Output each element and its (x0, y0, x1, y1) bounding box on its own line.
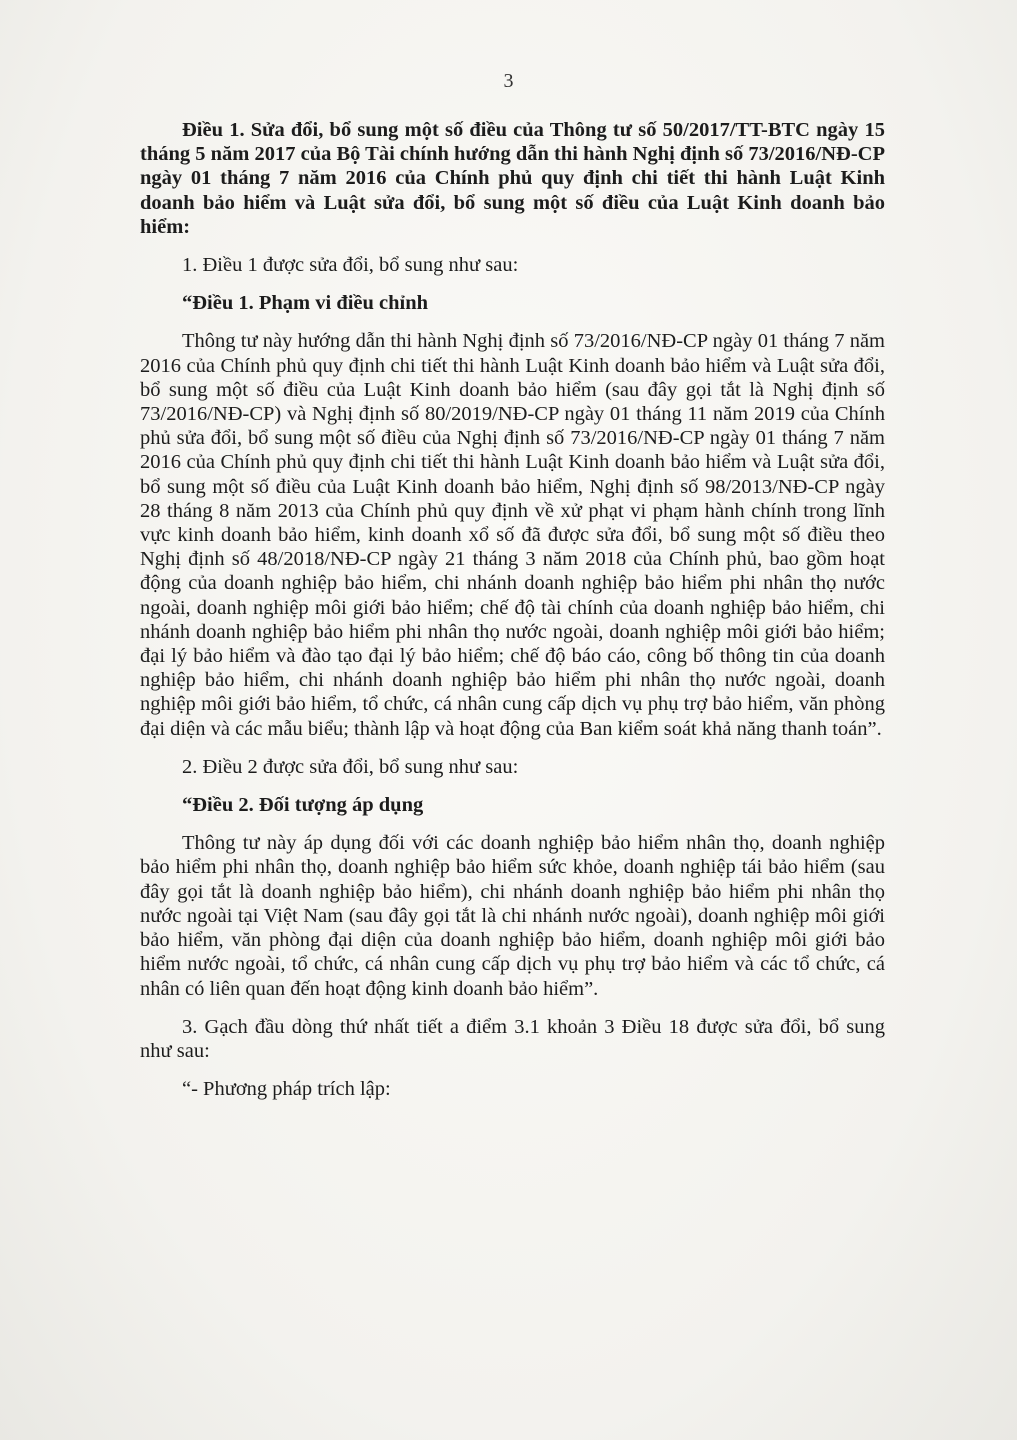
item-2-article-body: Thông tư này áp dụng đối với các doanh nghiệp bảo hiểm nhân thọ, doanh nghiệp bảo hiểm phi nhân thọ, doanh nghiệp bảo hiểm sức khỏe, doanh nghiệp tái bảo hiểm (sau đây gọi tắt là doanh nghiệp bảo hiểm), chi nhánh doanh nghiệp bảo hiểm phi nhân thọ nước ngoài tại Việt Nam (sau đây gọi tắt là chi nhánh nước ngoài), doanh nghiệp môi giới bảo hiểm, văn phòng đại diện của doanh nghiệp bảo hiểm, doanh nghiệp môi giới bảo hiểm nước ngoài, tổ chức, cá nhân cung cấp dịch vụ phụ trợ bảo hiểm và các tổ chức, cá nhân có liên quan đến hoạt động kinh doanh bảo hiểm”. (140, 832, 885, 1000)
item-1-article-heading: “Điều 1. Phạm vi điều chỉnh (182, 292, 429, 315)
item-1-intro: 1. Điều 1 được sửa đổi, bổ sung như sau: (182, 254, 519, 277)
item-1-article-body: Thông tư này hướng dẫn thi hành Nghị định số 73/2016/NĐ-CP ngày 01 tháng 7 năm 2016 của Chính phủ quy định chi tiết thi hành Luật Kinh doanh bảo hiểm và Luật sửa đổi, bổ sung một số điều của Luật Kinh doanh bảo hiểm (sau đây gọi tắt là Nghị định số 73/2016/NĐ-CP) và Nghị định số 80/2019/NĐ-CP ngày 01 tháng 11 năm 2019 của Chính phủ sửa đổi, bổ sung một số điều của Nghị định số 73/2016/NĐ-CP ngày 01 tháng 7 năm 2016 của Chính phủ quy định chi tiết thi hành Luật Kinh doanh bảo hiểm và Luật sửa đổi, bổ sung một số điều của Luật Kinh doanh bảo hiểm, Nghị định số 98/2013/NĐ-CP ngày 28 tháng 8 năm 2013 của Chính phủ quy định về xử phạt vi phạm hành chính trong lĩnh vực kinh doanh bảo hiểm, kinh doanh xổ số đã được sửa đổi, bổ sung một số điều theo Nghị định số 48/2018/NĐ-CP ngày 21 tháng 3 năm 2018 của Chính phủ, bao gồm hoạt động của doanh nghiệp bảo hiểm, chi nhánh doanh nghiệp bảo hiểm phi nhân thọ nước ngoài, doanh nghiệp môi giới bảo hiểm; chế độ tài chính của doanh nghiệp bảo hiểm, chi nhánh doanh nghiệp bảo hiểm phi nhân thọ nước ngoài, doanh nghiệp môi giới bảo hiểm; đại lý bảo hiểm và đào tạo đại lý bảo hiểm; chế độ báo cáo, công bố thông tin của doanh nghiệp bảo hiểm, chi nhánh doanh nghiệp bảo hiểm phi nhân thọ nước ngoài, doanh nghiệp môi giới bảo hiểm, tổ chức, cá nhân cung cấp dịch vụ phụ trợ bảo hiểm, văn phòng đại diện và các mẫu biểu; thành lập và hoạt động của Ban kiểm soát khả năng thanh toán”. (140, 330, 885, 740)
item-3-intro: 3. Gạch đầu dòng thứ nhất tiết a điểm 3.1 khoản 3 Điều 18 được sửa đổi, bổ sung như sau: (140, 1015, 885, 1062)
article-1-heading: Điều 1. Sửa đổi, bổ sung một số điều của Thông tư số 50/2017/TT-BTC ngày 15 tháng 5 năm 2017 của Bộ Tài chính hướng dẫn thi hành Nghị định số 73/2016/NĐ-CP ngày 01 tháng 7 năm 2016 của Chính phủ quy định chi tiết thi hành Luật Kinh doanh bảo hiểm và Luật sửa đổi, bổ sung một số điều của Luật Kinh doanh bảo hiểm: (140, 119, 885, 238)
page-number: 3 (503, 70, 514, 92)
item-2-intro: 2. Điều 2 được sửa đổi, bổ sung như sau: (182, 755, 519, 778)
item-2-article-heading: “Điều 2. Đối tượng áp dụng (182, 794, 424, 817)
item-3-sub-point: “- Phương pháp trích lập: (182, 1078, 391, 1101)
document-body (140, 118, 885, 1111)
